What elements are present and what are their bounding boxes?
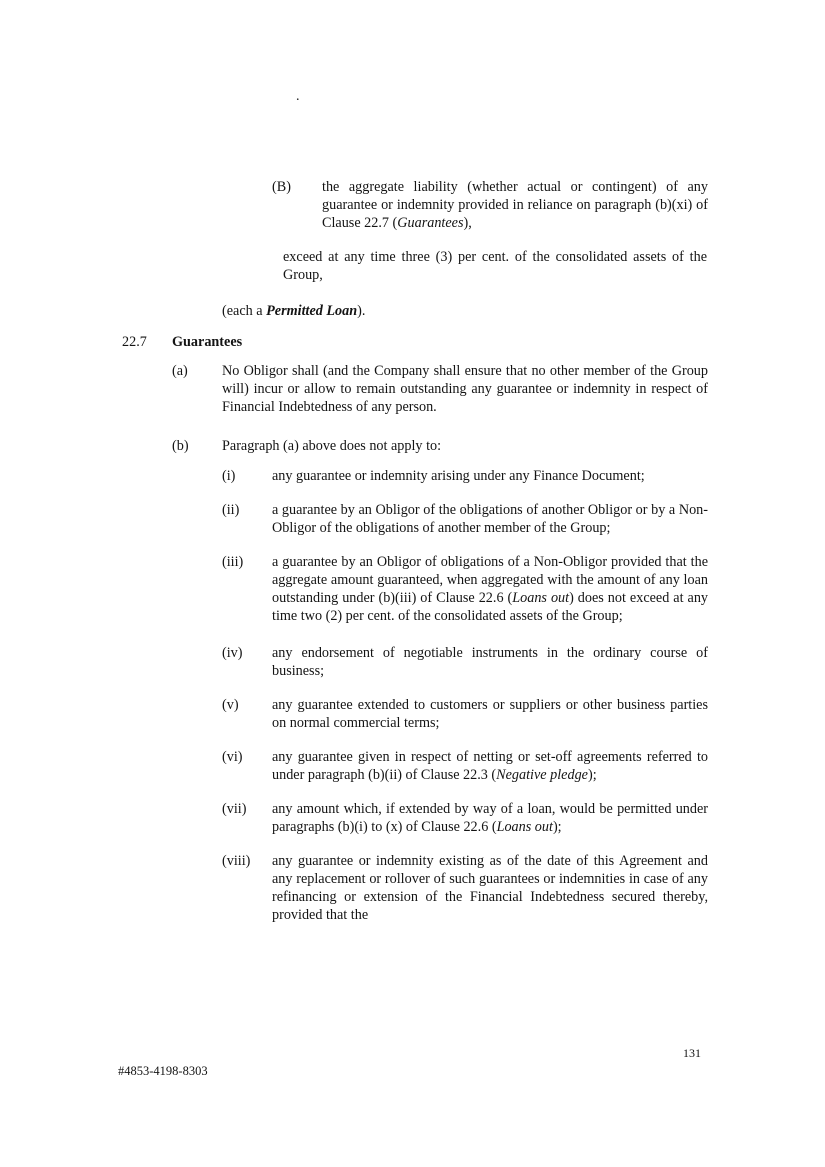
list-item-vi	[222, 748, 825, 784]
document-body	[0, 178, 825, 924]
list-item-vii-text: any amount which, if extended by way of a loan, would be permitted under paragraphs (b)(i) to (x) of Clause 22.6 (Loans out);	[272, 801, 708, 835]
list-item-viii-label: (viii)	[222, 853, 251, 869]
list-item-v-label: (v)	[222, 697, 239, 713]
clause-item-B	[272, 178, 825, 232]
list-item-viii-text: any guarantee or indemnity existing as of the date of this Agreement and any replacement or rollover of such guarantees or indemnities in case of any refinancing or extension of the Financial Indebtedness secured thereby, provided that the	[272, 853, 708, 923]
list-item-iv-label: (iv)	[222, 645, 243, 661]
section-heading	[122, 333, 825, 351]
list-item-v	[222, 696, 825, 732]
paragraph-a	[172, 362, 825, 416]
list-item-iv	[222, 644, 825, 680]
list-item-i-label: (i)	[222, 468, 236, 484]
section-title: Guarantees	[172, 334, 243, 350]
clause-item-B-label: (B)	[272, 179, 291, 195]
paragraph-a-label: (a)	[172, 363, 188, 379]
list-item-iii	[222, 553, 825, 625]
list-item-v-text: any guarantee extended to customers or suppliers or other business parties on normal commercial terms;	[272, 697, 708, 731]
list-item-ii-label: (ii)	[222, 502, 240, 518]
list-item-iv-text: any endorsement of negotiable instruments in the ordinary course of business;	[272, 645, 708, 679]
list-item-ii	[222, 501, 825, 537]
section-number: 22.7	[122, 334, 147, 350]
paragraph-a-text: No Obligor shall (and the Company shall ensure that no other member of the Group will) incur or allow to remain outstanding any guarantee or indemnity in respect of Financial Indebtedness of any person.	[222, 363, 708, 415]
paragraph-b-text: Paragraph (a) above does not apply to:	[222, 438, 442, 454]
paragraph-b-label: (b)	[172, 438, 189, 454]
list-item-vi-label: (vi)	[222, 749, 243, 765]
page-number: 131	[683, 1046, 701, 1060]
list-item-iii-text: a guarantee by an Obligor of obligations of a Non-Obligor provided that the aggregate amount guaranteed, when aggregated with the amount of any loan outstanding under (b)(iii) of Clause 22.6 (Loans out) does not exceed at any time two (2) per cent. of the consolidated assets of the Group;	[272, 554, 709, 624]
stray-mark: .	[296, 89, 300, 104]
paragraph-b	[172, 437, 825, 455]
list-item-i	[222, 467, 825, 485]
clause-item-B-text: the aggregate liability (whether actual or contingent) of any guarantee or indemnity provided in reliance on paragraph (b)(xi) of Clause 22.7 (Guarantees),	[322, 179, 708, 231]
list-item-vii	[222, 800, 825, 836]
list-item-i-text: any guarantee or indemnity arising under any Finance Document;	[272, 468, 645, 484]
permitted-loan-definition: (each a Permitted Loan).	[222, 303, 366, 319]
list-item-ii-text: a guarantee by an Obligor of the obligations of another Obligor or by a Non-Obligor of the obligations of another member of the Group;	[272, 502, 708, 536]
document-id: #4853-4198-8303	[118, 1064, 208, 1078]
list-item-vii-label: (vii)	[222, 801, 247, 817]
exceed-paragraph: exceed at any time three (3) per cent. of the consolidated assets of the Group,	[283, 249, 707, 283]
list-item-viii	[222, 852, 825, 924]
list-item-vi-text: any guarantee given in respect of netting or set-off agreements referred to under paragraph (b)(ii) of Clause 22.3 (Negative pledge);	[272, 749, 708, 783]
list-item-iii-label: (iii)	[222, 554, 244, 570]
